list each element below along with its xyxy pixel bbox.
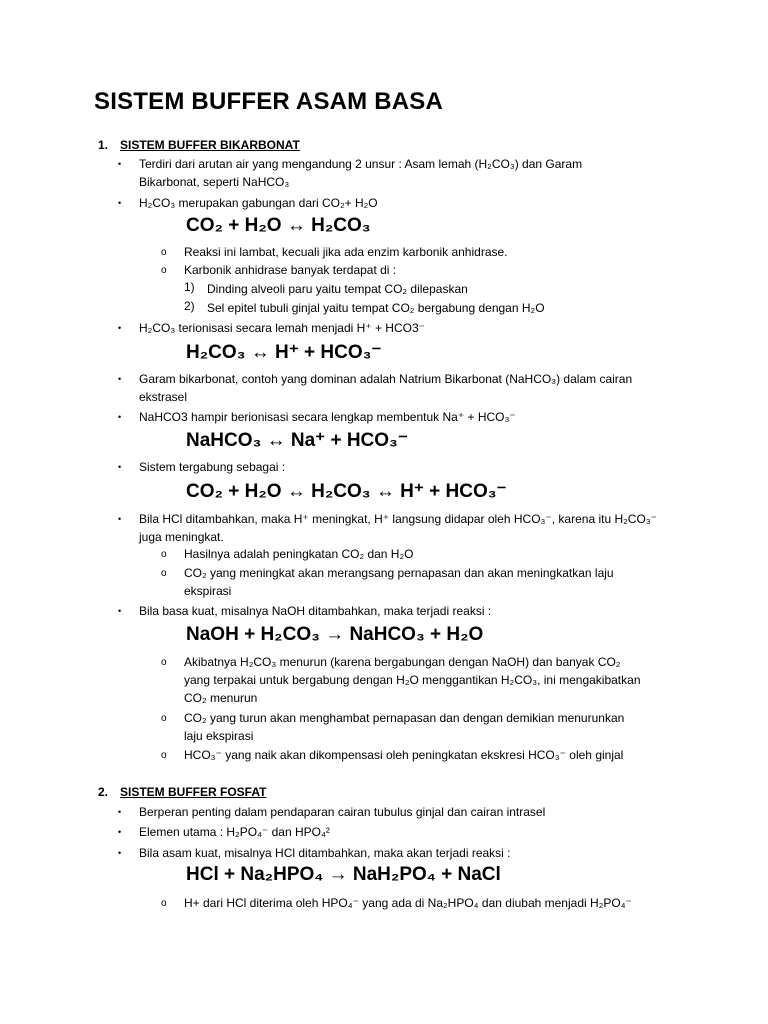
s1-sub-1: Reaksi ini lambat, kecuali jika ada enzim karbonik anhidrase. [184, 245, 508, 259]
bullet-icon: • [118, 412, 122, 422]
bullet-icon: • [118, 462, 122, 472]
circle-bullet-icon: o [161, 549, 167, 560]
s1-bullet-7-line-2: juga meningkat. [139, 530, 224, 544]
circle-bullet-icon: o [161, 568, 167, 579]
s1-bullet-7-line-1: Bila HCl ditambahkan, maka H⁺ meningkat, H⁺ langsung didapar oleh HCO₃⁻, karena itu H₂CO₃⁻ [139, 512, 657, 526]
bullet-icon: • [118, 606, 122, 616]
s1-sub-6-line-2: laju ekspirasi [184, 729, 254, 743]
equation-naoh-reaction: NaOH + H₂CO₃ → NaHCO₃ + H₂O [186, 624, 484, 645]
circle-bullet-icon: o [161, 247, 167, 258]
s2-bullet-3: Bila asam kuat, misalnya HCl ditambahkan, maka akan terjadi reaksi : [139, 846, 511, 860]
s1-bullet-6: Sistem tergabung sebagai : [139, 460, 286, 474]
equation-co2-h2o: CO₂ + H₂O ↔ H₂CO₃ [186, 215, 371, 236]
equation-combined-system: CO₂ + H₂O ↔ H₂CO₃ ↔ H⁺ + HCO₃⁻ [186, 481, 507, 502]
equation-hcl-phosphate: HCl + Na₂HPO₄ → NaH₂PO₄ + NaCl [186, 864, 501, 885]
circle-bullet-icon: o [161, 750, 167, 761]
list-number: 2) [184, 299, 195, 313]
s1-numbered-1: Dinding alveoli paru yaitu tempat CO₂ dilepaskan [207, 282, 468, 296]
list-number: 1) [184, 280, 195, 294]
s1-bullet-8: Bila basa kuat, misalnya NaOH ditambahkan, maka terjadi reaksi : [139, 604, 492, 618]
section-2-heading: SISTEM BUFFER FOSFAT [120, 785, 267, 799]
s1-sub-2: Karbonik anhidrase banyak terdapat di : [184, 263, 397, 277]
bullet-icon: • [118, 827, 122, 837]
equation-nahco3-ionization: NaHCO₃ ↔ Na⁺ + HCO₃⁻ [186, 430, 408, 451]
s1-sub-4-line-1: CO₂ yang meningkat akan merangsang pernapasan dan akan meningkatkan laju [184, 566, 614, 580]
section-1-heading: SISTEM BUFFER BIKARBONAT [120, 138, 300, 152]
equation-h2co3-ionization: H₂CO₃ ↔ H⁺ + HCO₃⁻ [186, 342, 382, 363]
s1-sub-4-line-2: ekspirasi [184, 584, 232, 598]
circle-bullet-icon: o [161, 657, 167, 668]
s1-bullet-3: H₂CO₃ terionisasi secara lemah menjadi H⁺ + HCO3⁻ [139, 321, 425, 335]
circle-bullet-icon: o [161, 898, 167, 909]
s2-bullet-1: Berperan penting dalam pendaparan cairan tubulus ginjal dan cairan intrasel [139, 805, 546, 819]
s1-bullet-1-line-1: Terdiri dari arutan air yang mengandung 2 unsur : Asam lemah (H₂CO₃) dan Garam [139, 157, 583, 171]
bullet-icon: • [118, 848, 122, 858]
s1-sub-5-line-3: CO₂ menurun [184, 691, 258, 705]
s1-bullet-1-line-2: Bikarbonat, seperti NaHCO₃ [139, 175, 290, 189]
s1-sub-5-line-2: yang terpakai untuk bergabung dengan H₂O menggantikan H₂CO₃, ini mengakibatkan [184, 673, 641, 687]
s1-bullet-4-line-1: Garam bikarbonat, contoh yang dominan adalah Natrium Bikarbonat (NaHCO₃) dalam cairan [139, 372, 633, 386]
circle-bullet-icon: o [161, 265, 167, 276]
s1-numbered-2: Sel epitel tubuli ginjal yaitu tempat CO₂ bergabung dengan H₂O [207, 301, 545, 315]
bullet-icon: • [118, 159, 122, 169]
bullet-icon: • [118, 514, 122, 524]
bullet-icon: • [118, 198, 122, 208]
s1-bullet-4-line-2: ekstrasel [139, 390, 188, 404]
bullet-icon: • [118, 807, 122, 817]
s2-sub-1: H+ dari HCl diterima oleh HPO₄⁻ yang ada di Na₂HPO₄ dan diubah menjadi H₂PO₄⁻ [184, 896, 632, 910]
s1-sub-5-line-1: Akibatnya H₂CO₃ menurun (karena bergabungan dengan NaOH) dan banyak CO₂ [184, 655, 621, 669]
s1-sub-6-line-1: CO₂ yang turun akan menghambat pernapasan dan dengan demikian menurunkan [184, 711, 625, 725]
s1-sub-3: Hasilnya adalah peningkatan CO₂ dan H₂O [184, 547, 414, 561]
s1-bullet-5: NaHCO3 hampir berionisasi secara lengkap membentuk Na⁺ + HCO₃⁻ [139, 410, 516, 424]
s1-sub-7: HCO₃⁻ yang naik akan dikompensasi oleh peningkatan ekskresi HCO₃⁻ oleh ginjal [184, 748, 624, 762]
section-2-number: 2. [98, 785, 109, 799]
bullet-icon: • [118, 374, 122, 384]
s2-bullet-2: Elemen utama : H₂PO₄⁻ dan HPO₄² [139, 825, 330, 839]
circle-bullet-icon: o [161, 713, 167, 724]
section-1-number: 1. [98, 138, 109, 152]
s1-bullet-2: H₂CO₃ merupakan gabungan dari CO₂+ H₂O [139, 196, 378, 210]
bullet-icon: • [118, 323, 122, 333]
page-title: SISTEM BUFFER ASAM BASA [94, 88, 444, 115]
